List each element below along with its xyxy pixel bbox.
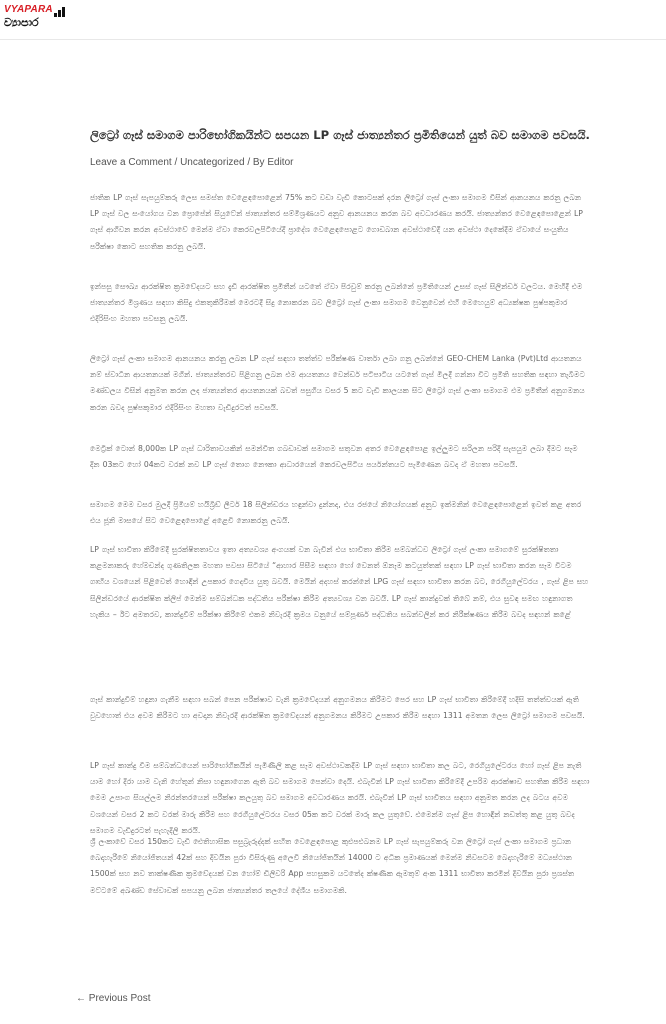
category-link[interactable]: Uncategorized [180,157,245,168]
article-paragraph: ගෑස් කාන්දුවීම් හඳුනා ගැනීම සඳහා සබන් පෙන පරීක්ෂාව වැනි ක්‍රමවේදයන් අනුගමනය කිරීමට පෙර සහ LP ගෑස් භාවිතා කිරීමේදී හදිසි තත්ත්වයක් ඇති වුවහොත් එය අවම කිරීමට හා අවදාන නිවැරදි ආරක්ෂිත ක්‍රමවේදයන් අනුගමනය කිරීමට උපකාර කිරීම සඳහා 1311 අමතන ලෙස ලිට්‍රෝ සමාගම පවසයි. [90,695,585,721]
comments-link[interactable]: Leave a Comment [90,157,172,168]
post-meta [90,157,293,168]
chart-bars-icon [54,5,68,17]
logo-text-sinhala: ව්‍යාපාර [4,16,39,29]
meta-separator: / By [244,157,268,168]
meta-separator: / [171,157,181,168]
previous-post-link[interactable]: ← Previous Post [76,993,151,1004]
site-header [0,0,666,40]
logo-text-latin: VYAPARA [4,4,53,15]
article-paragraph: LP ගෑස් කාන්දු වීම සම්බන්ධයෙන් පාරිභෝගිකයින් පැමිණිලි කළ සෑම අවස්ථාවකදීම LP ගෑස් සඳහා භාවිතා කල බට, රෙගියුලේටරය හෝ ගෑස් ළිප නැති යාම හෝ දිරා යාම වැනි හේතූන් නිසා හඳුනාගෙන ඇති බව සමාගම පෙන්වා දෙයි. එබැවින් LP ගෑස් භාවිතා කිරීමේදී උපරිම ආරක්ෂාව සහතික කිරීම සඳහා මෙම උපාංග සියල්ලම නිරන්තරයෙන් පරීක්ෂා කලයුතු බව සමාගම අවධාරණය කරයි. එබැවින් LP ගෑස් භාවිතය සඳහා අනුමත කරන ලද බටය අවම වශයෙන් වසර 2 කට වරක් මාරු කිරීම සහ රෙගියුලේටරය වසර 05ක කට වරක් මාරු කල යුතුවේ. එමෙන්ම ගෑස් ළිප හොඳින් නඩත්තු කළ යුතු බවද සමාගම වැඩිදුරටත් පැහැදිලි කරයි. [90,761,590,835]
article-paragraph: ජාතික LP ගෑස් සැපයුම්කරු ලෙස සමස්ත වෙළෙඳපොළෙන් 75% කට වඩා වැඩි කොටසක් දරන ලිට්‍රෝ ගෑස් ලංකා සමාගම විසින් ආනයනය කරනු ලබන LP ගෑස් වල සංයෝගය වන ප්‍රොපේන් සියුටේන් ජාත්‍යන්තර සම්මිශ්‍රණයට අනුව ආනයනය කරන බව අවධාරණය කරයි. ජාත්‍යන්තර වෙළෙඳපොළෙන් LP ගෑස් ආගිවන කරන අවස්ථාවේ මෙන්ම ඒවා කෙරවලපිටියේදී ප්‍රාදේශ වෙළෙඳපොළට ගොඩබාන අවස්ථාවේදී යන අවස්ථා දෙකේදීම ඒවායේ සංයුතිය පරීක්ෂා කොට සහතික කරනු ලබයි. [90,193,583,251]
article-paragraph: ලිට්‍රෝ ගෑස් ලංකා සමාගම ආනයනය කරනු ලබන LP ගෑස් සඳහා තත්ත්ව පරීක්ෂණ වාර්තා ලබා ගනු ලබන්නේ GEO-CHEM Lanka (Pvt)Ltd ආයතනය නම් ස්වාධීන ආයතනයක් මගින්. ජාත්‍යන්තරව පිළිගනු ලබන එම ආයතනය වෙන්ඩර් පටිපාටිය යටතේ ගෑස් මිලදී ගන්නා විට ප්‍රමිති සහතික සඳහා තැබීමට මණ්ඩලය විසින් අනුමත කරන ලද ජාත්‍යන්තර ආයතනයක් බවත් පසුගිය වසර 5 කට වැඩි කාලයක සිට ලිට්‍රෝ ගෑස් ලංකා සමාගම එම ප්‍රමිතීන් අනුගමනය කරන බවද පුෂ්පකුමාර එදිරිසිංහ මහතා වැඩිදුරටත් පවසයි. [90,354,585,412]
post-title: ලිට්‍රෝ ගෑස් සමාගම පාරිභෝගිකයින්ට සපයන LP ගෑස් ජාත්‍යන්තර ප්‍රමිතියෙන් යුත් බව සමාගම පවසයි. [90,128,590,142]
article-paragraph: සමාගම මෙම වසර මුලදී ප්‍රිමියම් හයිබ්‍රිඩ් ලීටර් 18 සිලින්ඩරය හඳුන්වා දුන්නද, එය රජයේ නියෝගයක් අනුව ඉක්මනින් වෙළෙඳපොළෙන් ඉවත් කළ අතර එය ජූනි මාසයේ සිට වෙළෙඳපොළේ අළෙවි නොකරනු ලබයි. [90,500,582,526]
article-paragraph: මෙට්‍රික් ටොන් 8,000ක LP ගෑස් ධාරිතාවයකින් සමන්විත ගබඩාවක් සමාගම සතුවන අතර වෙළෙඳපොළ ඉල්ලුමට සරිලන පරිදි සැපයුම ලබා දීමට සෑම දින 03කට හෝ 04කට වරක් නව LP ගෑස් තොග නෞකා ආධාරයෙන් කෙරවලපිටිය පර්යන්තයට පැමිණෙන බවද ඒ මහතා පවසයි. [90,444,578,470]
article-paragraph: ඉන්පසු සෞඛ්‍ය ආරක්ෂිත ක්‍රමවේදයට සහ දැඩි ආරක්ෂිත ප්‍රමිතීන් යටතේ ඒවා පිරවුම් කරනු ලබන්නේ ප්‍රමිතියෙන් උසස් ගෑස් සිලින්ඩර් වලටය. මෙහිදී එම ජාත්‍යන්තර මිශ්‍රණය සඳහා කිසිදු එකතුකිරීමක් මෙරටදී සිදු නොකරන බව ලිට්‍රෝ ගෑස් ලංකා සමාගම වෙනුවෙන් එහි මෙහෙයුම් අධ්‍යක්ෂක පුෂ්පකුමාර එදිරිසිංහ මහතා පවසනු ලබයි. [90,282,583,324]
article-paragraph: ශ්‍රී ලංකාවේ වසර 150කට වැඩි ඓතිහාසික පසුබ්‍රැරුද්දක් සහිත වෙළෙඳපොළ කුළුපළුබනම LP ගෑස් සැපයුම්කරු වන ලිට්‍රෝ ගෑස් ලංකා සමාගම ප්‍රධාන බෙදාහැරීමේ නියෝජිතයන් 42ක් සහ දිවයින පුරා විසිරුණු අලෙවි නියෝජිතයින් 14000 ට අධික ප්‍රමාණයක් මෙන්ම නිවසටම බෙදාහැරීමේ මධ්‍යස්ථාන 1500ක් සහ නව තාක්ෂණික ක්‍රමවේදයක් වන හෝම් ඩිලිවරි App පහසුකම යටතේද ක්ෂණික ඇමතුම් අංක 1311 භාවිතා කරමින් දිවයින පුරා ප්‍රශස්ත මට්ටමේ අඛණ්ඩ සේවාවක් සපයනු ලබන ජාත්‍යන්තර තලයේ දේශීය සමාගමකි. [90,837,575,895]
site-logo[interactable] [4,4,74,36]
article-paragraph: LP ගෑස් භාවිතා කිරීමේදී සුරක්ෂිතතාවය ඉතා අත්‍යවශ්‍ය අංගයක් වන බැවින් එය භාවිතා කිරීම සම්බන්ධව ලිට්‍රෝ ගෑස් ලංකා සමාගමේ සුරක්ෂිතතා කළමනාකරු හේමචන්ද ගුණතිලක මහතා පවසා සිටියේ “ආහාර පිසීම සඳහා හෝ වෙනත් ඕනෑම කටයුත්තක් සඳහා LP ගෑස් භාවිතා කරන සෑම විටම ගෘහිය වශයෙන් පිළිවෙත් හොඳින් උපකාර ගෙදවිය යුතු බවයි. මෙයින් අදහස් කරන්නේ LPG ගෑස් සඳහා භාවිතා කරන බට, රෙගියුලේටරය , ගෑස් ළිප සහ සිලින්ඩරයේ ආරක්ෂිත ක්ලිප් මෙන්ම සම්බන්ධක පද්ධතිය පරීක්ෂා කිරීම අත්‍යවශ්‍ය වන බවයි. LP ගෑස් කාන්දුවක් තිබේ නම්, එය සුවඳ සමඟ හඳුනාගත හැකිය – ඊට අමතරව, කාන්දුවීම් පරීක්ෂා කිරීමේ එකම නිවැරදි ක්‍රමය වනුයේ සම්පූර්ණ පද්ධතිය සබන්වලින් කර නිරීක්ෂණය කිරීම බවද සඳහන් කළේ [90,545,589,619]
author-link[interactable]: Editor [267,157,294,168]
